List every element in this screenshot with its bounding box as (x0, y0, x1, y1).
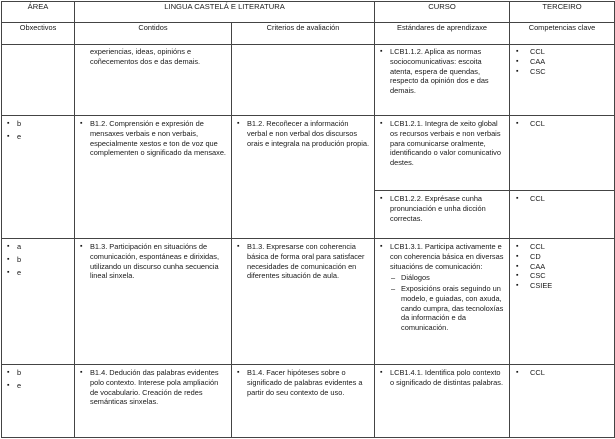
header-row (2, 2, 615, 23)
subheader-objectives: Obxectivos (2, 23, 75, 45)
header-area: ÁREA (2, 2, 75, 23)
header-course: CURSO (375, 2, 510, 23)
subheader-criteria: Criterios de avaliación (232, 23, 375, 45)
content-cell (75, 239, 232, 365)
standard-cell (375, 191, 510, 239)
content-cell (75, 365, 232, 438)
standard-item: ▪ LCB1.2.2. Exprésase cunha pronunciación e unha dicción correctas. (379, 194, 505, 223)
objective-item: ▪ e (6, 381, 70, 391)
objectives-cell (2, 239, 75, 365)
competence-item: ▪ CSC (514, 67, 610, 77)
standard-text: LCB1.3.1. Participa activamente e con coherencia básica en diversas situacións de comunicación: (390, 242, 504, 271)
criterion-cell (232, 45, 375, 116)
competence-item: ▪ CD (514, 252, 610, 262)
competence-item: ▪ CSIEE (514, 281, 610, 291)
criterion-item: ▪ B1.2. Recoñecer a información verbal e non verbal dos discursos orais e integrala na produción propia. (236, 119, 370, 148)
content-cell (75, 45, 232, 116)
content-text: experiencias, ideas, opinións e coñecementos dos e das demais. (90, 47, 201, 66)
objective-item: ▪ a (6, 242, 70, 252)
standard-cell (375, 239, 510, 365)
standard-cell (375, 45, 510, 116)
competence-item: ▪ CCL (514, 119, 610, 129)
curriculum-table (1, 1, 615, 438)
competences-cell (510, 239, 615, 365)
subheader-competences: Competencias clave (510, 23, 615, 45)
competences-cell (510, 116, 615, 191)
objectives-cell (2, 365, 75, 438)
competence-item: ▪ CSC (514, 271, 610, 281)
table-row (2, 239, 615, 365)
competence-item: ▪ CCL (514, 368, 610, 378)
content-item: ▪ B1.3. Participación en situacións de comunicación, espontáneas e dirixidas, utilizando un discurso cunha secuencia lineal sinxela. (79, 242, 227, 281)
subheader-row (2, 23, 615, 45)
competence-item: ▪ CCL (514, 242, 610, 252)
standard-cell (375, 365, 510, 438)
standard-item: ▪ LCB1.4.1. Identifica polo contexto o significado de distintas palabras. (379, 368, 505, 388)
competence-item: ▪ CAA (514, 57, 610, 67)
objective-item: ▪ e (6, 268, 70, 278)
objectives-cell (2, 45, 75, 116)
header-level: TERCEIRO (510, 2, 615, 23)
competences-cell (510, 365, 615, 438)
competence-item: ▪ CCL (514, 194, 610, 204)
table-row (2, 365, 615, 438)
criterion-cell (232, 365, 375, 438)
objective-item: ▪ b (6, 368, 70, 378)
standard-item: ▪ LCB1.1.2. Aplica as normas sociocomunicativas: escoita atenta, espera de quendas, respecto da opinión dos e das demais. (379, 47, 505, 96)
standard-item (379, 242, 505, 333)
standard-cell (375, 116, 510, 191)
competence-item: ▪ CAA (514, 262, 610, 272)
content-item: ▪ B1.4. Dedución das palabras evidentes polo contexto. Interese pola ampliación de vocabulario. Creación de redes semánticas sinxelas. (79, 368, 227, 407)
competences-cell (510, 191, 615, 239)
objective-item: ▪ b (6, 119, 70, 129)
criterion-item: ▪ B1.3. Expresarse con coherencia básica de forma oral para satisfacer necesidades de comunicación en diferentes situación de aula. (236, 242, 370, 281)
table-row (2, 116, 615, 191)
objectives-cell (2, 116, 75, 239)
standard-subitem: – Exposicións orais seguindo un modelo, e guiadas, con axuda, cando cumpra, das tecnoloxías da información e da comunicación. (390, 284, 505, 333)
standard-item: ▪ LCB1.2.1. Integra de xeito global os recursos verbais e non verbais para comunicarse oralmente, identificando o valor comunicativo destes. (379, 119, 505, 168)
table-row (2, 45, 615, 116)
header-subject: LINGUA CASTELÁ E LITERATURA (75, 2, 375, 23)
standard-subitem: – Diálogos (390, 273, 505, 283)
subheader-contents: Contidos (75, 23, 232, 45)
objective-item: ▪ e (6, 132, 70, 142)
criterion-item: ▪ B1.4. Facer hipóteses sobre o significado de palabras evidentes a partir do seu contexto de uso. (236, 368, 370, 397)
content-item: ▪ B1.2. Comprensión e expresión de mensaxes verbais e non verbais, especialmente xestos e ton de voz que complementen o significado da mensaxe. (79, 119, 227, 158)
subheader-standards: Estándares de aprendizaxe (375, 23, 510, 45)
criterion-cell (232, 116, 375, 239)
criterion-cell (232, 239, 375, 365)
content-cell (75, 116, 232, 239)
competences-cell (510, 45, 615, 116)
competence-item: ▪ CCL (514, 47, 610, 57)
objective-item: ▪ b (6, 255, 70, 265)
